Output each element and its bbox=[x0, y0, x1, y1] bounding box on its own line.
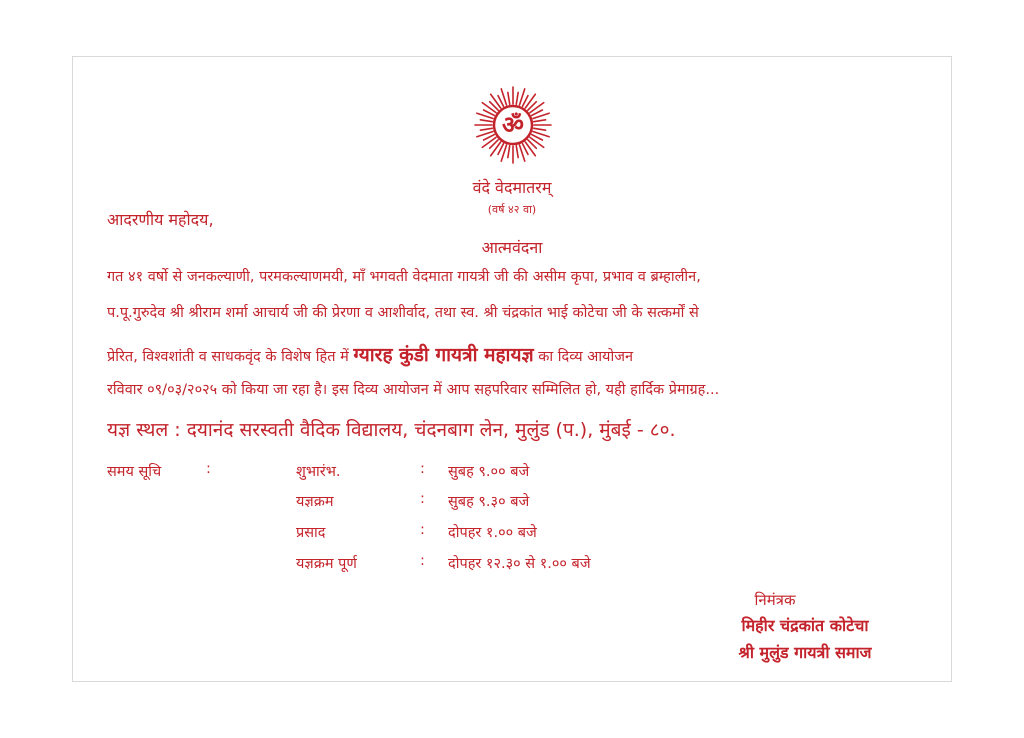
year-label: (वर्ष ४२ वा) bbox=[487, 203, 537, 216]
schedule-time-1: सुबह ९.०० बजे bbox=[448, 464, 530, 480]
schedule-colon-1: : bbox=[420, 461, 425, 477]
schedule-event-4: यज्ञक्रम पूर्ण bbox=[296, 556, 357, 572]
sun-ray bbox=[516, 92, 518, 104]
sun-ray bbox=[534, 120, 546, 122]
body-line-1: गत ४१ वर्षो से जनकल्याणी, परमकल्याणमयी, माँ भगवती वेदमाता गायत्री जी की असीम कृपा, प्रभाव व ब्रम्हालीन, bbox=[107, 269, 701, 285]
signature-name: मिहीर चंद्रकांत कोटेचा bbox=[741, 616, 869, 635]
section-heading: आत्मवंदना bbox=[481, 238, 543, 257]
schedule-time-3: दोपहर १.०० बजे bbox=[448, 525, 537, 541]
schedule-colon-3: : bbox=[420, 522, 425, 538]
signature-org: श्री मुलुंड गायत्री समाज bbox=[738, 643, 872, 662]
body-line-4: रविवार ०९/०३/२०२५ को किया जा रहा है। इस दिव्य आयोजन में आप सहपरिवार सम्मिलित हो, यही हार्दिक प्रेमाग्रह... bbox=[107, 382, 720, 398]
body-line-3-post: का दिव्य आयोजन bbox=[533, 349, 634, 365]
signature-role: निमंत्रक bbox=[754, 591, 796, 609]
om-sun-icon bbox=[474, 86, 552, 164]
venue-line: यज्ञ स्थल : दयानंद सरस्वती वैदिक विद्यालय, चंदनबाग लेन, मुलुंड (प.), मुंबई - ८०. bbox=[107, 419, 676, 441]
schedule-event-1: शुभारंभ. bbox=[296, 464, 341, 480]
schedule-label-colon: : bbox=[206, 461, 211, 477]
sun-ray bbox=[480, 120, 492, 122]
sun-ray bbox=[508, 92, 510, 104]
om-sun-emblem bbox=[474, 86, 552, 164]
schedule-time-4: दोपहर १२.३० से १.०० बजे bbox=[448, 556, 591, 572]
body-line-3 bbox=[107, 341, 633, 367]
sun-ray bbox=[480, 128, 492, 130]
schedule-event-3: प्रसाद bbox=[296, 525, 326, 541]
sun-ray bbox=[508, 146, 510, 158]
schedule-colon-2: : bbox=[420, 491, 425, 507]
schedule-colon-4: : bbox=[420, 553, 425, 569]
event-title: ग्यारह कुंडी गायत्री महायज्ञ bbox=[353, 344, 534, 366]
schedule-event-2: यज्ञक्रम bbox=[296, 494, 334, 510]
om-glyph: ॐ bbox=[502, 111, 524, 139]
body-line-2: प.पू.गुरुदेव श्री श्रीराम शर्मा आचार्य जी की प्रेरणा व आशीर्वाद, तथा स्व. श्री चंद्रकांत भाई कोटेचा जी के सत्कर्मों से bbox=[107, 305, 699, 321]
schedule-label: समय सूचि bbox=[107, 464, 162, 480]
sun-ray bbox=[516, 146, 518, 158]
page-title: वंदे वेदमातरम् bbox=[472, 178, 552, 197]
sun-ray bbox=[534, 128, 546, 130]
greeting: आदरणीय महोदय, bbox=[107, 210, 214, 229]
schedule-time-2: सुबह ९.३० बजे bbox=[448, 494, 530, 510]
body-line-3-pre: प्रेरित, विश्वशांती व साधकवृंद के विशेष हित में bbox=[107, 349, 354, 365]
